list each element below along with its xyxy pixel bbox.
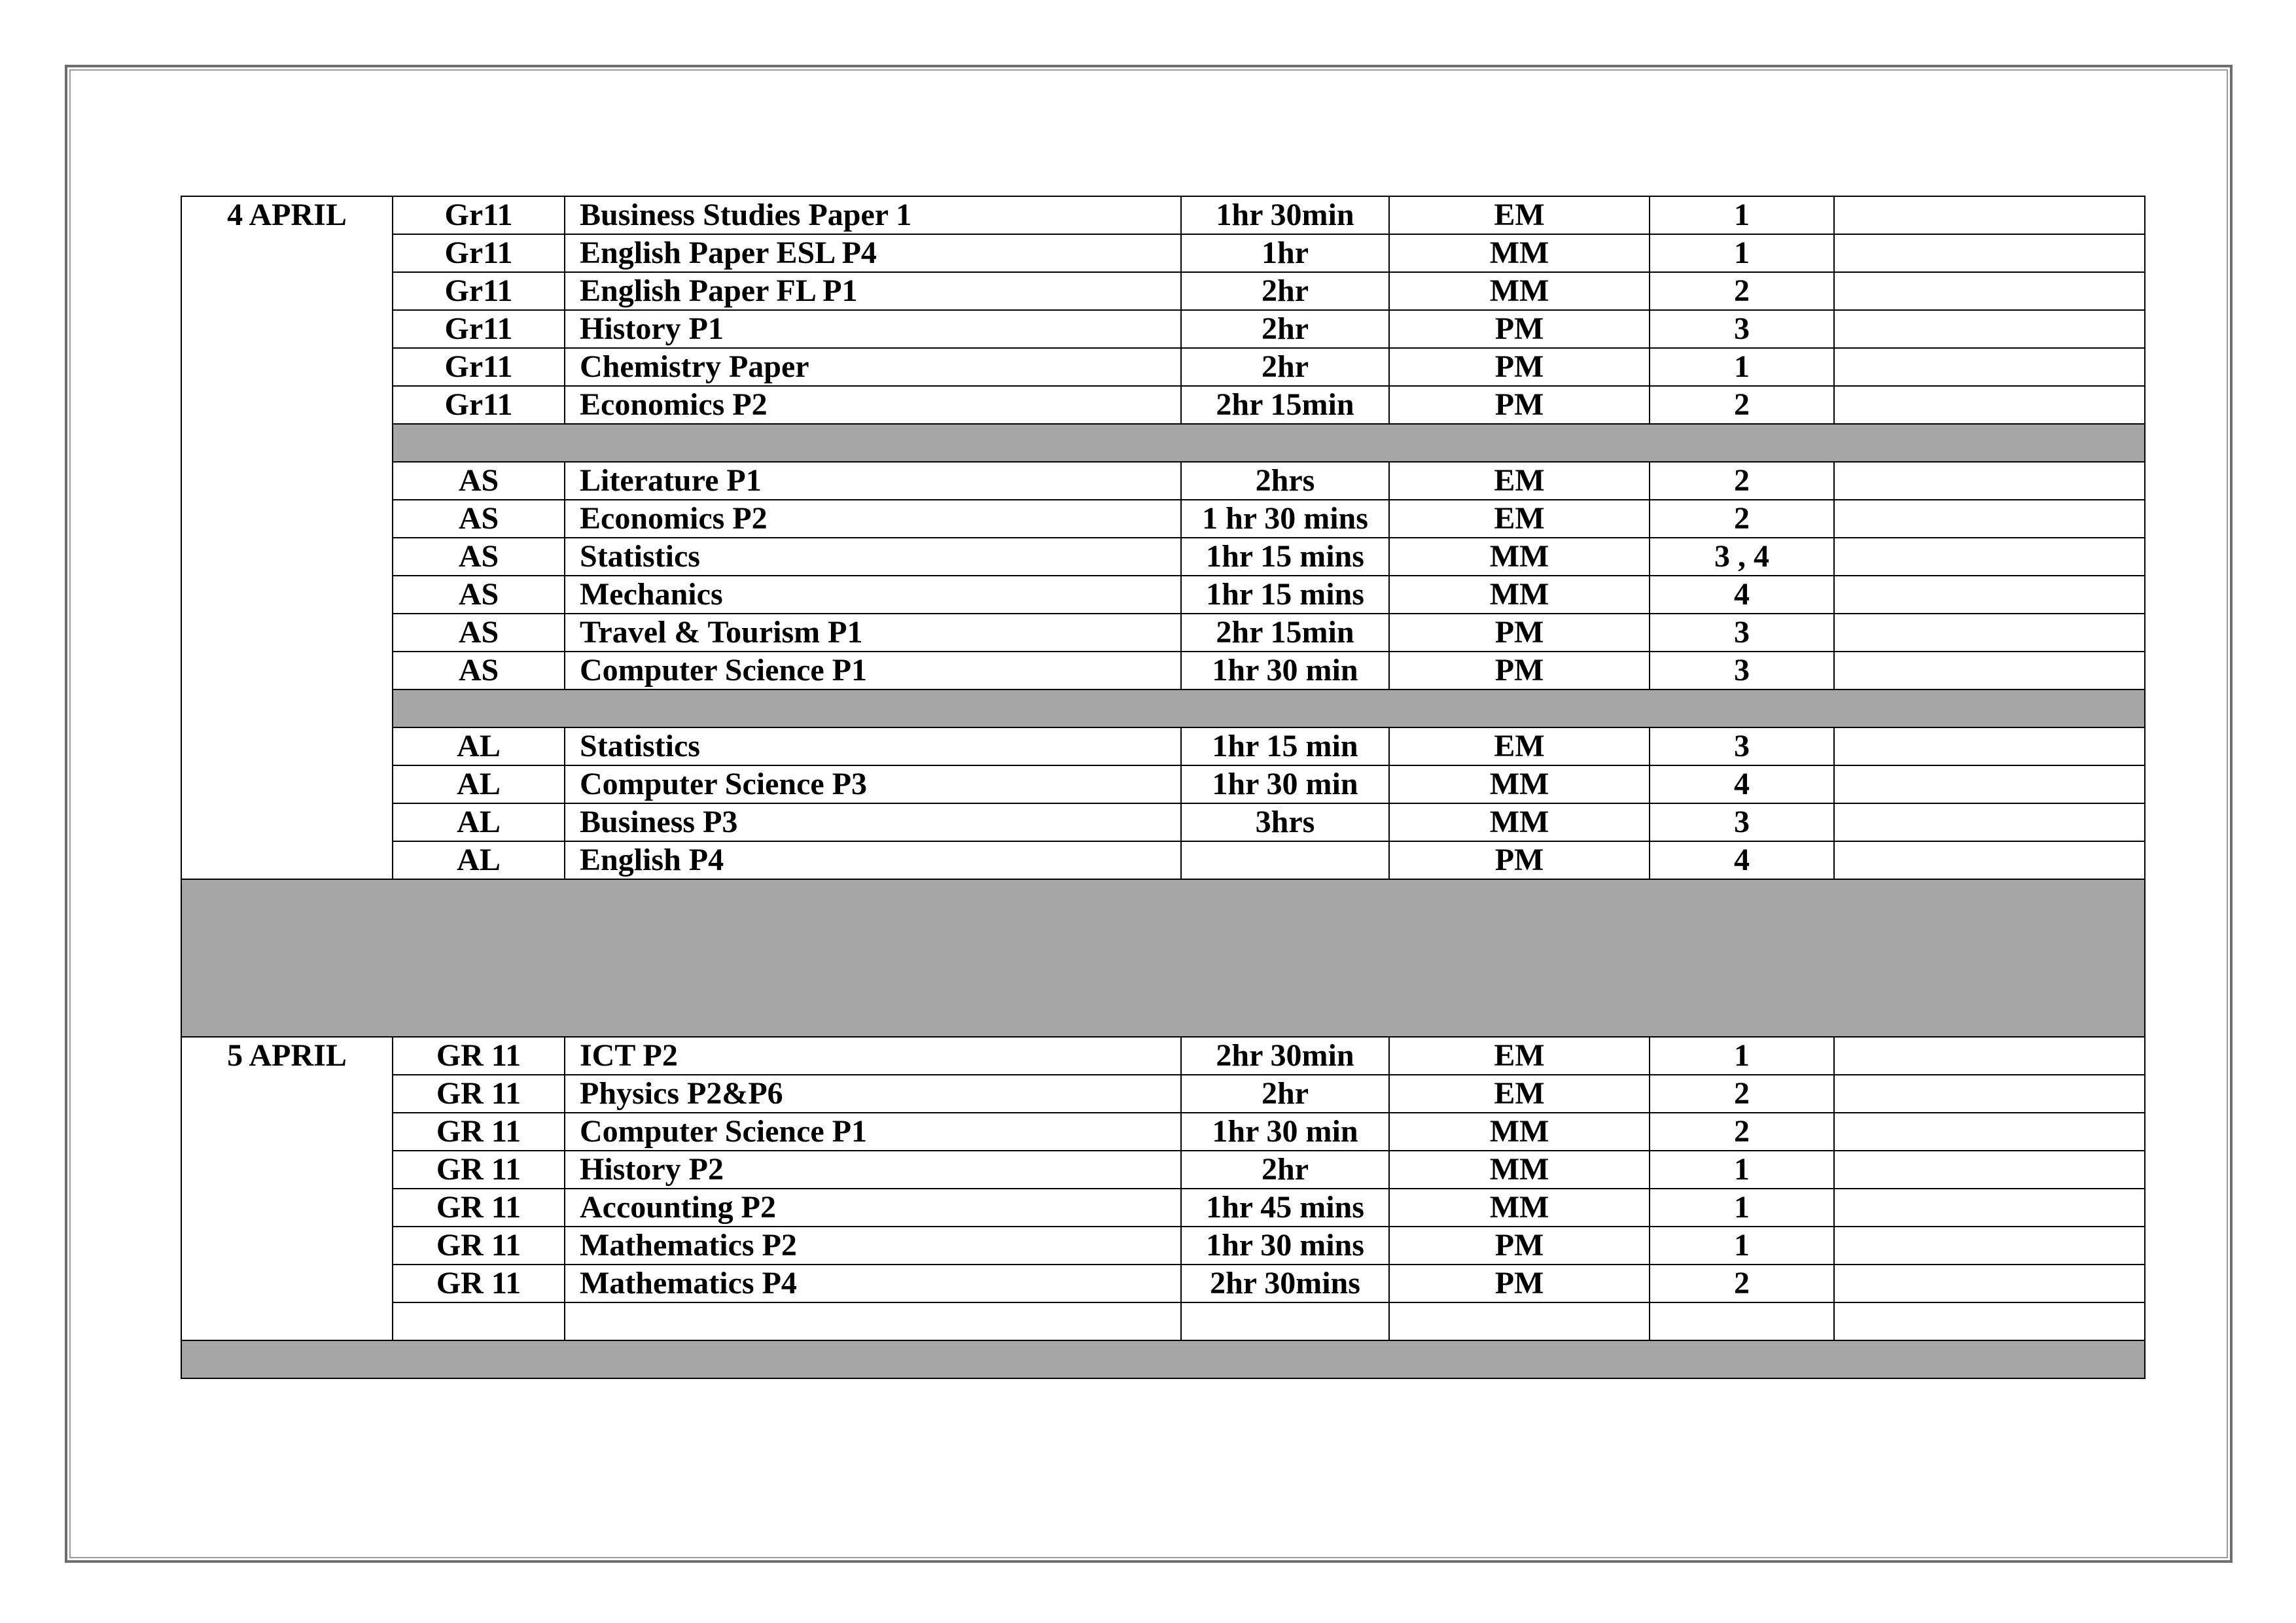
table-row bbox=[181, 500, 2145, 538]
subject-cell: English P4 bbox=[565, 841, 1181, 879]
date-cell: 5 APRIL bbox=[181, 1037, 393, 1340]
table-row bbox=[181, 1189, 2145, 1227]
duration-cell: 1hr 15 mins bbox=[1181, 538, 1389, 576]
session-cell: MM bbox=[1389, 1189, 1650, 1227]
room-cell bbox=[1650, 1302, 1834, 1340]
notes-cell bbox=[1834, 803, 2145, 841]
session-cell: MM bbox=[1389, 1113, 1650, 1151]
room-cell: 1 bbox=[1650, 348, 1834, 386]
table-row bbox=[181, 614, 2145, 652]
session-cell: PM bbox=[1389, 310, 1650, 348]
table-row bbox=[181, 462, 2145, 500]
session-cell: EM bbox=[1389, 196, 1650, 234]
subject-cell: Economics P2 bbox=[565, 386, 1181, 424]
grade-cell: GR 11 bbox=[393, 1151, 565, 1189]
session-cell: PM bbox=[1389, 386, 1650, 424]
duration-cell: 2hr bbox=[1181, 310, 1389, 348]
notes-cell bbox=[1834, 652, 2145, 689]
notes-cell bbox=[1834, 538, 2145, 576]
grade-cell: Gr11 bbox=[393, 348, 565, 386]
subject-cell: Chemistry Paper bbox=[565, 348, 1181, 386]
session-cell: MM bbox=[1389, 272, 1650, 310]
subject-cell: History P2 bbox=[565, 1151, 1181, 1189]
subject-cell: Literature P1 bbox=[565, 462, 1181, 500]
notes-cell bbox=[1834, 462, 2145, 500]
duration-cell: 1hr 45 mins bbox=[1181, 1189, 1389, 1227]
notes-cell bbox=[1834, 1265, 2145, 1302]
session-cell: PM bbox=[1389, 614, 1650, 652]
grade-cell: AS bbox=[393, 652, 565, 689]
notes-cell bbox=[1834, 841, 2145, 879]
notes-cell bbox=[1834, 765, 2145, 803]
subject-cell bbox=[565, 1302, 1181, 1340]
group-separator bbox=[181, 689, 2145, 727]
grade-cell: AS bbox=[393, 500, 565, 538]
session-cell: MM bbox=[1389, 1151, 1650, 1189]
table-row bbox=[181, 1151, 2145, 1189]
table-row bbox=[181, 538, 2145, 576]
subject-cell: Statistics bbox=[565, 538, 1181, 576]
grade-cell: Gr11 bbox=[393, 234, 565, 272]
session-cell: MM bbox=[1389, 538, 1650, 576]
subject-cell: Mathematics P4 bbox=[565, 1265, 1181, 1302]
notes-cell bbox=[1834, 272, 2145, 310]
duration-cell: 1 hr 30 mins bbox=[1181, 500, 1389, 538]
table-row bbox=[181, 652, 2145, 689]
notes-cell bbox=[1834, 614, 2145, 652]
table-row bbox=[181, 1302, 2145, 1340]
session-cell: EM bbox=[1389, 1037, 1650, 1075]
notes-cell bbox=[1834, 234, 2145, 272]
session-cell: EM bbox=[1389, 462, 1650, 500]
subject-cell: Computer Science P1 bbox=[565, 1113, 1181, 1151]
notes-cell bbox=[1834, 386, 2145, 424]
notes-cell bbox=[1834, 727, 2145, 765]
grade-cell: AS bbox=[393, 576, 565, 614]
duration-cell: 2hr bbox=[1181, 348, 1389, 386]
table-row bbox=[181, 1075, 2145, 1113]
duration-cell: 1hr 30 mins bbox=[1181, 1227, 1389, 1265]
duration-cell: 2hr bbox=[1181, 1075, 1389, 1113]
grade-cell: Gr11 bbox=[393, 310, 565, 348]
notes-cell bbox=[1834, 1113, 2145, 1151]
notes-cell bbox=[1834, 1189, 2145, 1227]
subject-cell: Business P3 bbox=[565, 803, 1181, 841]
grade-cell: GR 11 bbox=[393, 1113, 565, 1151]
grade-cell: Gr11 bbox=[393, 272, 565, 310]
grade-cell: AL bbox=[393, 765, 565, 803]
table-row bbox=[181, 803, 2145, 841]
table-row bbox=[181, 348, 2145, 386]
room-cell: 1 bbox=[1650, 1151, 1834, 1189]
room-cell: 1 bbox=[1650, 234, 1834, 272]
end-separator-cell bbox=[181, 1340, 2145, 1378]
room-cell: 2 bbox=[1650, 1075, 1834, 1113]
grade-cell: GR 11 bbox=[393, 1265, 565, 1302]
notes-cell bbox=[1834, 348, 2145, 386]
session-cell: MM bbox=[1389, 234, 1650, 272]
duration-cell: 1hr 30min bbox=[1181, 196, 1389, 234]
session-cell: MM bbox=[1389, 765, 1650, 803]
duration-cell: 2hr 15min bbox=[1181, 614, 1389, 652]
grade-cell: AS bbox=[393, 614, 565, 652]
grade-cell: AS bbox=[393, 462, 565, 500]
subject-cell: ICT P2 bbox=[565, 1037, 1181, 1075]
grade-cell bbox=[393, 1302, 565, 1340]
notes-cell bbox=[1834, 1227, 2145, 1265]
room-cell: 2 bbox=[1650, 462, 1834, 500]
duration-cell: 1hr 30 min bbox=[1181, 1113, 1389, 1151]
room-cell: 1 bbox=[1650, 1227, 1834, 1265]
room-cell: 2 bbox=[1650, 1265, 1834, 1302]
room-cell: 3 bbox=[1650, 727, 1834, 765]
table-row bbox=[181, 386, 2145, 424]
table-row bbox=[181, 765, 2145, 803]
table-row bbox=[181, 841, 2145, 879]
table-row bbox=[181, 1037, 2145, 1075]
end-separator bbox=[181, 1340, 2145, 1378]
grade-cell: AL bbox=[393, 727, 565, 765]
duration-cell: 1hr 30 min bbox=[1181, 765, 1389, 803]
session-cell: EM bbox=[1389, 500, 1650, 538]
session-cell: PM bbox=[1389, 348, 1650, 386]
duration-cell: 3hrs bbox=[1181, 803, 1389, 841]
duration-cell bbox=[1181, 841, 1389, 879]
day-separator-cell bbox=[181, 879, 2145, 1037]
subject-cell: Statistics bbox=[565, 727, 1181, 765]
duration-cell: 2hr bbox=[1181, 272, 1389, 310]
subject-cell: Mathematics P2 bbox=[565, 1227, 1181, 1265]
table-row bbox=[181, 310, 2145, 348]
room-cell: 4 bbox=[1650, 841, 1834, 879]
room-cell: 3 bbox=[1650, 310, 1834, 348]
session-cell: PM bbox=[1389, 1227, 1650, 1265]
session-cell: MM bbox=[1389, 803, 1650, 841]
session-cell: PM bbox=[1389, 652, 1650, 689]
grade-cell: GR 11 bbox=[393, 1037, 565, 1075]
duration-cell: 1hr 15 mins bbox=[1181, 576, 1389, 614]
grade-cell: Gr11 bbox=[393, 386, 565, 424]
subject-cell: Computer Science P1 bbox=[565, 652, 1181, 689]
grade-cell: AL bbox=[393, 841, 565, 879]
room-cell: 3 bbox=[1650, 614, 1834, 652]
duration-cell: 1hr bbox=[1181, 234, 1389, 272]
day-separator bbox=[181, 879, 2145, 1037]
group-separator-cell bbox=[393, 689, 2145, 727]
room-cell: 4 bbox=[1650, 576, 1834, 614]
room-cell: 3 bbox=[1650, 803, 1834, 841]
duration-cell: 1hr 15 min bbox=[1181, 727, 1389, 765]
session-cell: PM bbox=[1389, 1265, 1650, 1302]
date-cell: 4 APRIL bbox=[181, 196, 393, 879]
table-row bbox=[181, 576, 2145, 614]
grade-cell: GR 11 bbox=[393, 1075, 565, 1113]
subject-cell: English Paper ESL P4 bbox=[565, 234, 1181, 272]
subject-cell: History P1 bbox=[565, 310, 1181, 348]
table-row bbox=[181, 1113, 2145, 1151]
duration-cell: 2hrs bbox=[1181, 462, 1389, 500]
notes-cell bbox=[1834, 1151, 2145, 1189]
session-cell: EM bbox=[1389, 1075, 1650, 1113]
notes-cell bbox=[1834, 1302, 2145, 1340]
room-cell: 1 bbox=[1650, 196, 1834, 234]
room-cell: 2 bbox=[1650, 500, 1834, 538]
notes-cell bbox=[1834, 196, 2145, 234]
group-separator bbox=[181, 424, 2145, 462]
table-row bbox=[181, 272, 2145, 310]
subject-cell: Computer Science P3 bbox=[565, 765, 1181, 803]
session-cell bbox=[1389, 1302, 1650, 1340]
duration-cell: 2hr bbox=[1181, 1151, 1389, 1189]
room-cell: 2 bbox=[1650, 272, 1834, 310]
subject-cell: Mechanics bbox=[565, 576, 1181, 614]
grade-cell: AS bbox=[393, 538, 565, 576]
session-cell: PM bbox=[1389, 841, 1650, 879]
notes-cell bbox=[1834, 1075, 2145, 1113]
room-cell: 2 bbox=[1650, 1113, 1834, 1151]
grade-cell: GR 11 bbox=[393, 1227, 565, 1265]
room-cell: 1 bbox=[1650, 1189, 1834, 1227]
room-cell: 3 , 4 bbox=[1650, 538, 1834, 576]
session-cell: MM bbox=[1389, 576, 1650, 614]
duration-cell bbox=[1181, 1302, 1389, 1340]
room-cell: 1 bbox=[1650, 1037, 1834, 1075]
room-cell: 3 bbox=[1650, 652, 1834, 689]
subject-cell: Business Studies Paper 1 bbox=[565, 196, 1181, 234]
grade-cell: AL bbox=[393, 803, 565, 841]
notes-cell bbox=[1834, 1037, 2145, 1075]
room-cell: 2 bbox=[1650, 386, 1834, 424]
table-row bbox=[181, 196, 2145, 234]
subject-cell: Physics P2&P6 bbox=[565, 1075, 1181, 1113]
grade-cell: GR 11 bbox=[393, 1189, 565, 1227]
timetable-body bbox=[181, 196, 2145, 1378]
subject-cell: Travel & Tourism P1 bbox=[565, 614, 1181, 652]
duration-cell: 2hr 15min bbox=[1181, 386, 1389, 424]
subject-cell: English Paper FL P1 bbox=[565, 272, 1181, 310]
group-separator-cell bbox=[393, 424, 2145, 462]
duration-cell: 1hr 30 min bbox=[1181, 652, 1389, 689]
subject-cell: Economics P2 bbox=[565, 500, 1181, 538]
table-row bbox=[181, 1227, 2145, 1265]
notes-cell bbox=[1834, 500, 2145, 538]
notes-cell bbox=[1834, 576, 2145, 614]
room-cell: 4 bbox=[1650, 765, 1834, 803]
session-cell: EM bbox=[1389, 727, 1650, 765]
duration-cell: 2hr 30min bbox=[1181, 1037, 1389, 1075]
table-row bbox=[181, 234, 2145, 272]
notes-cell bbox=[1834, 310, 2145, 348]
subject-cell: Accounting P2 bbox=[565, 1189, 1181, 1227]
table-row bbox=[181, 727, 2145, 765]
grade-cell: Gr11 bbox=[393, 196, 565, 234]
table-row bbox=[181, 1265, 2145, 1302]
duration-cell: 2hr 30mins bbox=[1181, 1265, 1389, 1302]
exam-timetable bbox=[181, 196, 2146, 1379]
